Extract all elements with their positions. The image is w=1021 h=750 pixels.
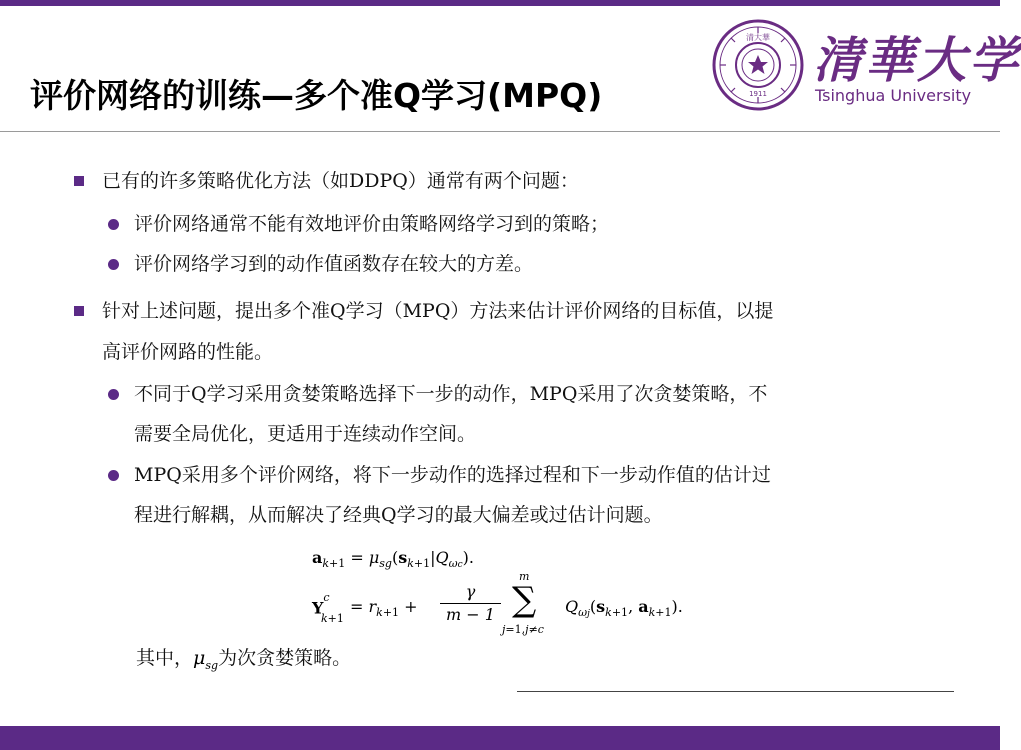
seal-top-text: 清大華 — [746, 33, 770, 42]
square-bullet-icon — [74, 176, 84, 186]
round-bullet-icon — [108, 470, 119, 481]
round-bullet-icon — [108, 389, 119, 400]
bullet-2-sub-1-line-2: 需要全局优化，更适用于连续动作空间。 — [134, 423, 477, 445]
mu-sg-symbol: $\mu_{sg}$ — [193, 647, 219, 672]
bullet-2-sub-1-line-1: 不同于Q学习采用贪婪策略选择下一步的动作，MPQ采用了次贪婪策略，不 — [134, 383, 768, 405]
logo-chinese-name: 清華大学 — [813, 31, 1021, 89]
round-bullet-icon — [108, 259, 119, 270]
round-bullet-icon — [108, 219, 119, 230]
seal-year-text: 1911 — [749, 90, 767, 98]
bottom-accent-bar — [0, 726, 1000, 750]
note-prefix: 其中， — [136, 647, 194, 669]
square-bullet-icon — [74, 306, 84, 316]
equation-action-selection: $a_{k+1} = \mu_{sg}(s_{k+1}|Q_{\omega c})$. — [312, 548, 474, 571]
bullet-2-sub-2-line-2: 程进行解耦，从而解决了经典Q学习的最大偏差或过估计问题。 — [134, 504, 663, 526]
footer-divider — [517, 691, 954, 692]
note-suffix: 为次贪婪策略。 — [218, 647, 352, 669]
slide-body: 已有的许多策略优化方法（如DDPQ）通常有两个问题： 评价网络通常不能有效地评价由策略网络学习到的策略； 评价网络学习到的动作值函数存在较大的方差。 针对上述问题，提出多个准Q学习（MPQ）方法来估计评价网络的目标值，以提 高评价网路的性能。 不同于Q学习采用贪婪策略选择下一步的动作，MPQ采用了次贪婪策略，不 需要全局优化，更适用于连续动作空间。 MPQ采用多个评价网络，将下一步动作的选择过程和下一步动作值的估计过 程进行解耦，从而解决了经典Q学习的最大偏差或过估计问题。 $a_{k+1} = \mu_{sg}(s_{k+1}|Q_{\omega c})$. $Y^c$ k+1 = $r_{k+1}$ + $\frac{\gamma}{m - 1}$ m ∑ j=1,j≠c $Q_{\omega j}(s_{k+1}$, $a_{k+1}$). 其中，$\mu_{sg}$为次贪婪策略。 — [0, 0, 1000, 750]
bullet-2-sub-2-line-1: MPQ采用多个评价网络，将下一步动作的选择过程和下一步动作值的估计过 — [134, 464, 771, 486]
bullet-1-sub-2: 评价网络学习到的动作值函数存在较大的方差。 — [134, 253, 534, 275]
bullet-1-sub-1: 评价网络通常不能有效地评价由策略网络学习到的策略； — [134, 213, 610, 235]
logo-english-name: Tsinghua University — [815, 86, 972, 105]
bullet-2-line-2: 高评价网路的性能。 — [102, 341, 274, 363]
slide-title: 评价网络的训练—多个准Q学习(MPQ) — [30, 76, 603, 115]
bullet-2-line-1: 针对上述问题，提出多个准Q学习（MPQ）方法来估计评价网络的目标值，以提 — [102, 300, 774, 322]
bullet-1: 已有的许多策略优化方法（如DDPQ）通常有两个问题： — [102, 170, 579, 192]
note-line — [136, 645, 351, 679]
